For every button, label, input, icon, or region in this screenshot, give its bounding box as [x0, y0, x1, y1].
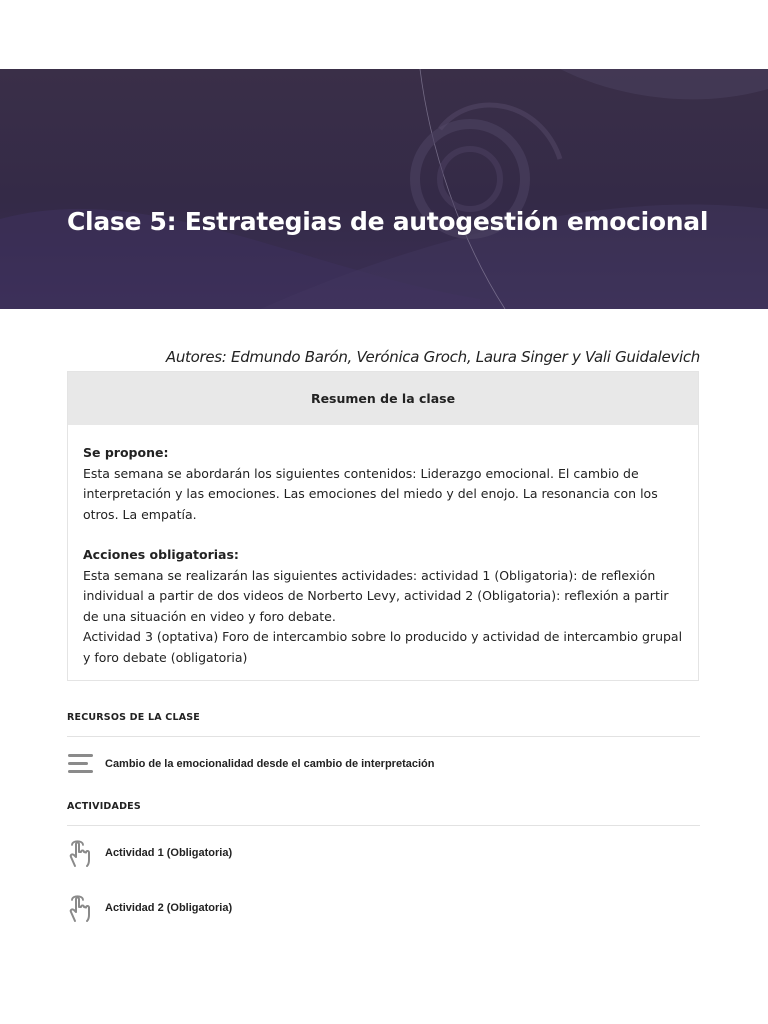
- hero-banner: [0, 69, 768, 309]
- activity-item-2[interactable]: [67, 892, 232, 924]
- activity-item-1[interactable]: [67, 837, 232, 869]
- resource-item-label: Cambio de la emocionalidad desde el cambio de interpretación: [105, 758, 435, 770]
- proposes-label: Se propone:: [83, 445, 169, 460]
- document-lines-icon: [67, 749, 95, 779]
- proposes-text: Esta semana se abordarán los siguientes contenidos: Liderazgo emocional. El cambio de interpretación y las emociones. Las emociones del miedo y del enojo. La resonancia con los otros. La empatía.: [83, 465, 658, 522]
- summary-body: [68, 425, 698, 668]
- summary-header: [68, 372, 698, 425]
- hand-pointer-icon: [67, 838, 95, 868]
- divider: [67, 825, 700, 826]
- class-summary: [67, 371, 699, 681]
- activity-item-label: Actividad 1 (Obligatoria): [105, 847, 233, 859]
- divider: [67, 736, 700, 737]
- hand-pointer-icon: [67, 893, 95, 923]
- actions-text-1: Esta semana se realizarán las siguientes actividades: actividad 1 (Obligatoria): de reflexión individual a partir de dos videos de Norberto Levy, actividad 2 (Obligatoria): reflexión a partir de una situación en video y foro debate.: [83, 567, 669, 624]
- activities-heading: ACTIVIDADES: [67, 801, 141, 812]
- actions-label: Acciones obligatorias:: [83, 547, 239, 562]
- hero-decoration: [0, 69, 768, 309]
- page-title: Clase 5: Estrategias de autogestión emocional: [67, 207, 709, 236]
- activity-item-label: Actividad 2 (Obligatoria): [105, 902, 233, 914]
- resources-heading: RECURSOS DE LA CLASE: [67, 712, 200, 723]
- authors-line: Autores: Edmundo Barón, Verónica Groch, Laura Singer y Vali Guidalevich: [165, 348, 700, 366]
- resource-item[interactable]: [67, 748, 434, 780]
- summary-title: Resumen de la clase: [310, 391, 456, 406]
- actions-text-2: Actividad 3 (optativa) Foro de intercambio sobre lo producido y actividad de intercambio grupal y foro debate (obligatoria): [83, 629, 683, 665]
